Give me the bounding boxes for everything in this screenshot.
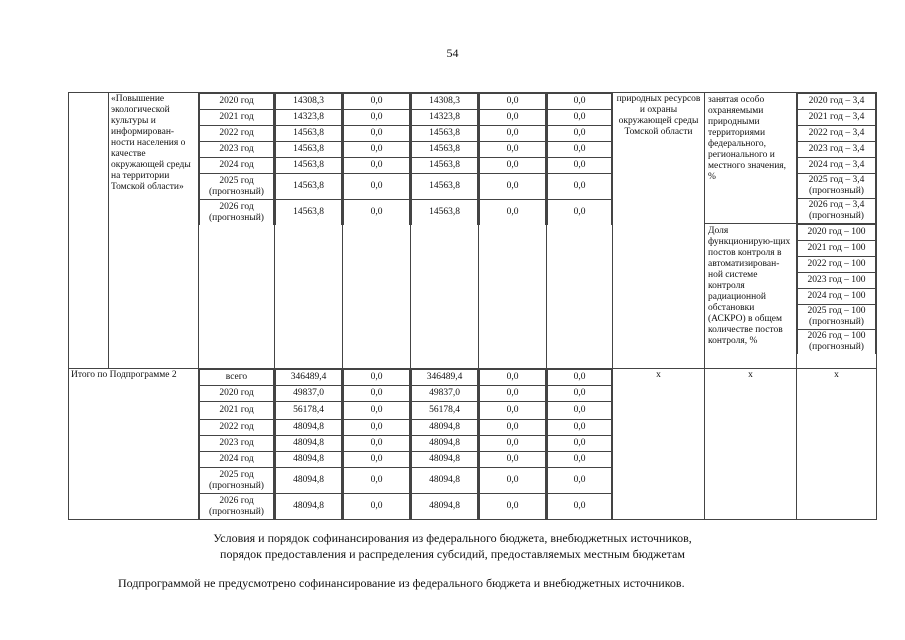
fed-cell: 0,0 — [344, 370, 410, 386]
extra-budget-list — [547, 93, 612, 225]
table-row — [798, 289, 876, 305]
reg-cell: 346489,4 — [412, 370, 478, 386]
fed-cell: 0,0 — [344, 420, 410, 436]
total-cell: 48094,8 — [276, 494, 342, 520]
reg-cell: 14563,8 — [412, 126, 478, 142]
year-list — [199, 93, 274, 225]
extra-cell: 0,0 — [548, 94, 612, 110]
fed-cell: 0,0 — [344, 386, 410, 402]
top-block-row — [69, 93, 877, 369]
fed-cell: 0,0 — [344, 402, 410, 420]
total-list — [275, 369, 342, 519]
target-list — [797, 93, 876, 223]
target-value: 2020 год – 100 — [798, 225, 876, 241]
table-row — [412, 420, 478, 436]
table-row — [200, 452, 274, 468]
table-row — [200, 436, 274, 452]
reg-cell: 14563,8 — [412, 158, 478, 174]
target-value: 2026 год – 100 (прогнозный) — [798, 330, 876, 355]
cofinancing-note: Подпрограммой не предусмотрено софинансирование из федерального бюджета и внебюджетных источников. — [118, 576, 685, 590]
table-row — [412, 452, 478, 468]
table-row — [276, 402, 342, 420]
total-cell: 14563,8 — [276, 174, 342, 200]
year-column — [199, 93, 275, 369]
loc-cell: 0,0 — [480, 402, 546, 420]
target-value: 2021 год – 100 — [798, 241, 876, 257]
year-cell: 2023 год — [200, 436, 274, 452]
total-list — [275, 93, 342, 225]
target-value: 2023 год – 3,4 — [798, 142, 876, 158]
table-row — [798, 330, 876, 355]
page-number: 54 — [446, 46, 459, 60]
table-row — [412, 158, 478, 174]
reg-cell: 14563,8 — [412, 200, 478, 226]
total-cell: 14563,8 — [276, 200, 342, 226]
total-label-cell: Итого по Подпрограмме 2 — [69, 369, 199, 520]
extra-budget-list — [547, 369, 612, 519]
reg-cell: 56178,4 — [412, 402, 478, 420]
extra-column — [547, 369, 613, 520]
fed-cell: 0,0 — [344, 436, 410, 452]
extra-column — [547, 93, 613, 369]
table-row — [276, 200, 342, 226]
target-value: 2022 год – 100 — [798, 257, 876, 273]
table-row — [480, 200, 546, 226]
table-row — [200, 402, 274, 420]
table-row — [798, 199, 876, 224]
federal-list — [343, 369, 410, 519]
table-row — [412, 494, 478, 520]
total-target-cell: х — [797, 369, 877, 520]
regional-list — [411, 369, 478, 519]
table-row — [480, 142, 546, 158]
local-list — [479, 93, 546, 225]
year-cell: 2023 год — [200, 142, 274, 158]
table-row — [548, 452, 612, 468]
loc-cell: 0,0 — [480, 174, 546, 200]
fed-cell: 0,0 — [344, 174, 410, 200]
fed-cell: 0,0 — [344, 158, 410, 174]
table-row — [200, 200, 274, 226]
extra-cell: 0,0 — [548, 110, 612, 126]
total-cell: 48094,8 — [276, 452, 342, 468]
table-row — [344, 158, 410, 174]
extra-cell: 0,0 — [548, 370, 612, 386]
indicator-protected-areas: занятая особо охраняемыми природными территориями федерального, регионального и местного значения, % — [708, 95, 787, 182]
table-row — [344, 370, 410, 386]
indicator-askro-posts: Доля функционирую-щих постов контроля в автоматизирован-ной системе контроля радиационной обстановки (АСКРО) в общем количестве постов контроля, % — [705, 223, 796, 368]
loc-cell: 0,0 — [480, 142, 546, 158]
table-row — [480, 370, 546, 386]
table-row — [344, 402, 410, 420]
table-row — [412, 436, 478, 452]
year-cell: 2026 год (прогнозный) — [200, 200, 274, 226]
local-column — [479, 93, 547, 369]
year-cell: 2021 год — [200, 110, 274, 126]
total-cell: 48094,8 — [276, 436, 342, 452]
table-row — [344, 126, 410, 142]
extra-cell: 0,0 — [548, 494, 612, 520]
table-row — [276, 174, 342, 200]
table-row — [412, 370, 478, 386]
table-row — [412, 386, 478, 402]
table-row — [480, 94, 546, 110]
reg-cell: 14308,3 — [412, 94, 478, 110]
loc-cell: 0,0 — [480, 370, 546, 386]
loc-cell: 0,0 — [480, 468, 546, 494]
table-row — [412, 468, 478, 494]
table-row — [200, 126, 274, 142]
reg-cell: 48094,8 — [412, 468, 478, 494]
table-row — [276, 436, 342, 452]
target-column — [797, 93, 877, 369]
total-cell: 14308,3 — [276, 94, 342, 110]
year-cell: 2020 год — [200, 386, 274, 402]
loc-cell: 0,0 — [480, 158, 546, 174]
fed-cell: 0,0 — [344, 452, 410, 468]
table-row — [548, 126, 612, 142]
reg-cell: 14563,8 — [412, 174, 478, 200]
target-value: 2020 год – 3,4 — [798, 94, 876, 110]
table-row — [548, 370, 612, 386]
reg-cell: 14563,8 — [412, 142, 478, 158]
fed-cell: 0,0 — [344, 468, 410, 494]
federal-column — [343, 369, 411, 520]
table-row — [480, 386, 546, 402]
total-cell: 14323,8 — [276, 110, 342, 126]
table-row — [200, 142, 274, 158]
table-row — [548, 436, 612, 452]
table-row — [276, 468, 342, 494]
total-cell: 14563,8 — [276, 142, 342, 158]
total-column — [275, 369, 343, 520]
table-row — [276, 420, 342, 436]
table-row — [200, 494, 274, 520]
table-row — [480, 468, 546, 494]
target-list — [797, 224, 876, 354]
local-column — [479, 369, 547, 520]
loc-cell: 0,0 — [480, 436, 546, 452]
table-row — [480, 452, 546, 468]
table-row — [412, 94, 478, 110]
year-cell: 2020 год — [200, 94, 274, 110]
target-value: 2025 год – 100 (прогнозный) — [798, 305, 876, 330]
table-row — [798, 241, 876, 257]
table-row — [480, 174, 546, 200]
table-row — [200, 370, 274, 386]
indicator-column — [705, 93, 797, 369]
table-row — [412, 110, 478, 126]
extra-cell: 0,0 — [548, 468, 612, 494]
table-row — [200, 386, 274, 402]
table-row — [344, 200, 410, 226]
table-row — [344, 452, 410, 468]
table-row — [344, 420, 410, 436]
table-row — [412, 200, 478, 226]
regional-column — [411, 93, 479, 369]
section-heading — [0, 530, 905, 562]
extra-cell: 0,0 — [548, 174, 612, 200]
regional-list — [411, 93, 478, 225]
reg-cell: 48094,8 — [412, 436, 478, 452]
table-row — [412, 402, 478, 420]
loc-cell: 0,0 — [480, 94, 546, 110]
local-list — [479, 369, 546, 519]
extra-cell: 0,0 — [548, 452, 612, 468]
extra-cell: 0,0 — [548, 420, 612, 436]
table-row — [412, 142, 478, 158]
extra-cell: 0,0 — [548, 158, 612, 174]
target-value: 2022 год – 3,4 — [798, 126, 876, 142]
extra-cell: 0,0 — [548, 386, 612, 402]
loc-cell: 0,0 — [480, 494, 546, 520]
table-row — [344, 494, 410, 520]
table-row — [480, 420, 546, 436]
table-row — [480, 110, 546, 126]
loc-cell: 0,0 — [480, 420, 546, 436]
table-row — [548, 174, 612, 200]
year-cell: 2024 год — [200, 158, 274, 174]
year-list — [199, 369, 274, 519]
table-row — [798, 225, 876, 241]
table-row — [344, 468, 410, 494]
table-row — [344, 142, 410, 158]
table-row — [480, 402, 546, 420]
year-cell: 2024 год — [200, 452, 274, 468]
loc-cell: 0,0 — [480, 386, 546, 402]
total-cell: 346489,4 — [276, 370, 342, 386]
year-cell: 2021 год — [200, 402, 274, 420]
total-cell: 56178,4 — [276, 402, 342, 420]
table-row — [798, 126, 876, 142]
total-block-row — [69, 369, 877, 520]
table-row — [276, 370, 342, 386]
table-row — [276, 110, 342, 126]
loc-cell: 0,0 — [480, 452, 546, 468]
table-row — [480, 126, 546, 142]
reg-cell: 49837,0 — [412, 386, 478, 402]
target-value: 2026 год – 3,4 (прогнозный) — [798, 199, 876, 224]
target-value: 2024 год – 100 — [798, 289, 876, 305]
extra-cell: 0,0 — [548, 436, 612, 452]
table-row — [276, 126, 342, 142]
table-row — [344, 436, 410, 452]
section-heading-line: порядок предоставления и распределения субсидий, предоставляемых местным бюджетам — [220, 547, 685, 561]
target-value: 2024 год – 3,4 — [798, 158, 876, 174]
year-column — [199, 369, 275, 520]
table-row — [798, 94, 876, 110]
fed-cell: 0,0 — [344, 126, 410, 142]
table-row — [276, 386, 342, 402]
table-row — [276, 158, 342, 174]
total-cell: 14563,8 — [276, 126, 342, 142]
table-row — [798, 257, 876, 273]
table-row — [798, 273, 876, 289]
regional-column — [411, 369, 479, 520]
year-cell: всего — [200, 370, 274, 386]
total-column — [275, 93, 343, 369]
table-row — [200, 420, 274, 436]
target-value: 2023 год – 100 — [798, 273, 876, 289]
table-row — [200, 468, 274, 494]
section-heading-line: Условия и порядок софинансирования из федерального бюджета, внебюджетных источников, — [213, 531, 692, 545]
fed-cell: 0,0 — [344, 494, 410, 520]
subprogram-finance-table — [68, 92, 877, 520]
year-cell: 2025 год (прогнозный) — [200, 468, 274, 494]
table-row — [276, 94, 342, 110]
table-row — [548, 142, 612, 158]
table-row — [200, 94, 274, 110]
table-row — [548, 402, 612, 420]
extra-cell: 0,0 — [548, 200, 612, 226]
target-values-protected-areas — [797, 93, 876, 223]
table-row — [548, 386, 612, 402]
table-row — [276, 452, 342, 468]
reg-cell: 48094,8 — [412, 452, 478, 468]
table-row — [344, 94, 410, 110]
table-row — [548, 158, 612, 174]
year-cell: 2022 год — [200, 420, 274, 436]
reg-cell: 48094,8 — [412, 420, 478, 436]
table-row — [798, 110, 876, 126]
fed-cell: 0,0 — [344, 110, 410, 126]
table-row — [548, 94, 612, 110]
extra-cell: 0,0 — [548, 402, 612, 420]
table-row — [276, 142, 342, 158]
table-row — [412, 126, 478, 142]
federal-list — [343, 93, 410, 225]
table-row — [548, 200, 612, 226]
table-row — [798, 142, 876, 158]
task-name-cell: «Повышение экологической культуры и информирован-ности населения о качестве окружающей среды на территории Томской области» — [109, 93, 199, 369]
total-cell: 48094,8 — [276, 468, 342, 494]
year-cell: 2026 год (прогнозный) — [200, 494, 274, 520]
table-row — [480, 494, 546, 520]
table-row — [200, 174, 274, 200]
total-cell: 49837,0 — [276, 386, 342, 402]
table-row — [412, 174, 478, 200]
total-executor-cell: х — [613, 369, 705, 520]
reg-cell: 14323,8 — [412, 110, 478, 126]
table-row — [276, 494, 342, 520]
table-row — [480, 158, 546, 174]
number-cell — [69, 93, 109, 369]
federal-column — [343, 93, 411, 369]
table-row — [344, 386, 410, 402]
table-row — [548, 494, 612, 520]
reg-cell: 48094,8 — [412, 494, 478, 520]
table-row — [344, 110, 410, 126]
table-row — [480, 436, 546, 452]
target-value: 2025 год – 3,4 (прогнозный) — [798, 174, 876, 199]
fed-cell: 0,0 — [344, 142, 410, 158]
table-row — [200, 158, 274, 174]
loc-cell: 0,0 — [480, 110, 546, 126]
loc-cell: 0,0 — [480, 200, 546, 226]
total-cell: 48094,8 — [276, 420, 342, 436]
table-row — [548, 420, 612, 436]
target-values-askro-posts — [797, 223, 876, 354]
extra-cell: 0,0 — [548, 126, 612, 142]
table-row — [548, 468, 612, 494]
table-row — [344, 174, 410, 200]
fed-cell: 0,0 — [344, 94, 410, 110]
table-row — [798, 305, 876, 330]
extra-cell: 0,0 — [548, 142, 612, 158]
year-cell: 2022 год — [200, 126, 274, 142]
fed-cell: 0,0 — [344, 200, 410, 226]
table-row — [798, 174, 876, 199]
executor-cell: природных ресурсов и охраны окружающей среды Томской области — [613, 93, 705, 369]
table-row — [798, 158, 876, 174]
total-cell: 14563,8 — [276, 158, 342, 174]
table-row — [548, 110, 612, 126]
year-cell: 2025 год (прогнозный) — [200, 174, 274, 200]
target-value: 2021 год – 3,4 — [798, 110, 876, 126]
table-row — [200, 110, 274, 126]
total-indicator-cell: х — [705, 369, 797, 520]
loc-cell: 0,0 — [480, 126, 546, 142]
